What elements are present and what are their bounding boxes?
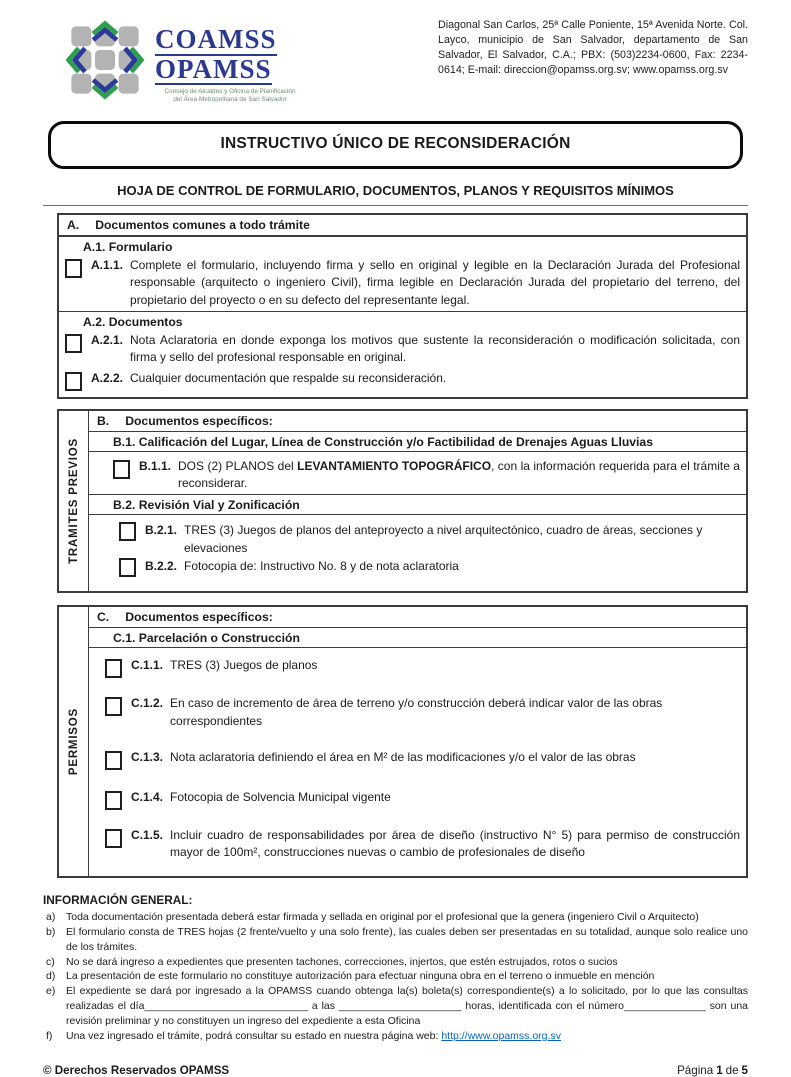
page-indicator-connector: de — [725, 1063, 739, 1077]
info-item-e — [43, 984, 748, 1029]
info-item-f-text — [66, 1029, 748, 1044]
page-subtitle: HOJA DE CONTROL DE FORMULARIO, DOCUMENTOS, PLANOS Y REQUISITOS MÍNIMOS — [117, 182, 674, 198]
item-a11-row — [59, 256, 746, 311]
section-c-letter: C. — [97, 610, 110, 625]
item-b11-text-post: , con la información requerida para el trámite a reconsiderar. — [178, 458, 740, 491]
item-b11-row — [89, 452, 746, 495]
section-c-box — [57, 605, 748, 878]
info-item-a — [43, 910, 748, 925]
checkbox-c-1-5[interactable] — [105, 829, 122, 848]
item-a21-row — [59, 331, 746, 369]
header — [43, 16, 748, 105]
brand-tagline-line2: del Área Metropolitana de San Salvador — [173, 96, 287, 104]
info-item-f-label: f) — [46, 1030, 53, 1043]
info-item-e-text: El expediente se dará por ingresado a la OPAMSS cuando obtenga la(s) boleta(s) correspondiente(s) a lo solicitado, por lo que las consultas realizadas el día____________________________ a las _____________________ horas, identificada con el número______________ son una revisión preliminar y no constituyen un ingreso del expediente a esta Oficina — [66, 985, 748, 1028]
item-b22-row — [89, 557, 746, 591]
item-c14-number: C.1.4. — [131, 790, 164, 805]
section-b-title: Documentos específicos: — [125, 413, 273, 428]
item-a22-number: A.2.2. — [91, 370, 124, 385]
page-indicator-number: 1 — [716, 1063, 723, 1077]
checkbox-c-1-3[interactable] — [105, 751, 122, 770]
item-c13-text: Nota aclaratoria definiendo el área en M² de las modificaciones y/o el valor de las obras — [170, 750, 636, 765]
checkbox-b-1-1[interactable] — [113, 460, 130, 479]
item-b11-text-pre: DOS (2) PLANOS del — [178, 458, 298, 473]
info-item-d-text: La presentación de este formulario no constituye autorización para efectuar ninguna obra en el terreno o inmueble en mención — [66, 970, 655, 983]
section-b-letter: B. — [97, 413, 110, 428]
info-item-f-text-body: Una vez ingresado el trámite, podrá consultar su estado en nuestra página web: — [66, 1030, 442, 1043]
brand-names — [155, 26, 305, 105]
info-general-section — [43, 893, 748, 1044]
item-b11-text — [178, 458, 740, 493]
item-c14-text: Fotocopia de Solvencia Municipal vigente — [170, 790, 391, 805]
subsection-c1-heading: C.1. Parcelación o Construcción — [89, 628, 746, 648]
brand-tagline-line1: Consejo de Alcaldes y Oficina de Planificación — [164, 88, 296, 96]
item-b21-text: TRES (3) Juegos de planos del anteproyecto a nivel arquitectónico, cuadro de áreas, secciones y elevaciones — [184, 523, 703, 555]
item-c13-row — [89, 748, 746, 772]
info-item-f — [43, 1029, 748, 1044]
page-title: INSTRUCTIVO ÚNICO DE RECONSIDERACIÓN — [220, 134, 571, 152]
info-item-a-text: Toda documentación presentada deberá estar firmada y sellada en original por el profesional que la genera (ingeniero Civil o Arquitecto) — [66, 910, 699, 923]
item-b22-text: Fotocopia de: Instructivo No. 8 y de nota aclaratoria — [184, 559, 459, 574]
section-a-letter: A. — [67, 217, 80, 232]
checkbox-c-1-2[interactable] — [105, 697, 122, 716]
subsection-b1-heading: B.1. Calificación del Lugar, Línea de Construcción y/o Factibilidad de Drenajes Aguas Lluvias — [89, 432, 746, 452]
page-indicator-total: 5 — [741, 1063, 748, 1077]
section-c-sidebar — [59, 607, 89, 876]
opamss-website-link[interactable]: http://www.opamss.org.sv — [441, 1030, 561, 1043]
item-a22-row — [59, 369, 746, 397]
item-a21-number: A.2.1. — [91, 332, 124, 347]
brand-tagline — [155, 88, 305, 105]
checkbox-b-2-1[interactable] — [119, 522, 136, 541]
info-item-a-label: a) — [46, 910, 56, 923]
info-item-c-text: No se dará ingreso a expedientes que presenten tachones, correcciones, injertos, que estén estrujados, rotos o sucios — [66, 955, 618, 968]
item-c11-number: C.1.1. — [131, 658, 164, 673]
info-item-c-label: c) — [46, 955, 55, 968]
section-a-header — [59, 215, 746, 237]
checkbox-b-2-2[interactable] — [119, 558, 136, 577]
info-item-c — [43, 955, 748, 970]
info-general-heading: INFORMACIÓN GENERAL: — [43, 892, 193, 907]
section-b-box — [57, 409, 748, 594]
page-indicator — [674, 1064, 748, 1077]
item-c14-row — [89, 788, 746, 812]
title-banner — [48, 121, 743, 169]
info-item-d-label: d) — [46, 970, 56, 983]
info-item-b-text: El formulario consta de TRES hojas (2 frente/vuelto y una solo frente), las cuales deben ser presentadas en su totalidad, aunque solo realice uno de los trámites. — [66, 925, 748, 953]
item-a11-number: A.1.1. — [91, 257, 124, 272]
subsection-a1-heading: A.1. Formulario — [83, 239, 173, 254]
coamss-grid-logo-icon — [65, 20, 145, 100]
info-item-b-label: b) — [46, 925, 56, 938]
item-a11-text: Complete el formulario, incluyendo firma y sello en original y legible en la Declaración Jurada del Profesional responsable (arquitecto o ingeniero Civil), firma legible en Declaración Jurada del propietario del terreno, del propietario del proyecto o en su defecto del representante legal. — [130, 257, 740, 307]
section-c-title: Documentos específicos: — [125, 610, 273, 625]
coamss-opamss-logo — [65, 20, 305, 105]
checkbox-a-1-1[interactable] — [65, 259, 82, 278]
item-a21-text: Nota Aclaratoria en donde exponga los motivos que sustente la reconsideración o modificación solicitada, con firma y sello del profesional responsable en original. — [130, 332, 740, 365]
item-a22-text: Cualquier documentación que respalde su reconsideración. — [130, 370, 447, 385]
subsection-b2-heading: B.2. Revisión Vial y Zonificación — [89, 495, 746, 515]
item-c11-text: TRES (3) Juegos de planos — [170, 658, 318, 673]
item-b21-row — [89, 515, 746, 557]
item-b22-number: B.2.2. — [145, 559, 178, 574]
section-c-header — [89, 607, 746, 628]
item-c13-number: C.1.3. — [131, 750, 164, 765]
item-c15-text: Incluir cuadro de responsabilidades por área de diseño (instructivo N° 5) para permiso de construcción mayor de 100m², construcciones nuevas o cambio de profesionales de diseño — [170, 828, 740, 860]
permisos-label: PERMISOS — [67, 707, 80, 776]
tramites-previos-label: TRAMITES PREVIOS — [67, 438, 80, 564]
subtitle-rule — [43, 183, 748, 206]
section-b-sidebar — [59, 411, 89, 592]
info-item-d — [43, 969, 748, 984]
item-b11-text-bold: LEVANTAMIENTO TOPOGRÁFICO — [297, 458, 492, 473]
section-a-title: Documentos comunes a todo trámite — [95, 217, 310, 232]
item-c11-row — [89, 656, 746, 680]
section-a-box — [57, 213, 748, 399]
brand-name-coamss: COAMSS — [155, 24, 277, 54]
item-c12-text: En caso de incremento de área de terreno y/o construcción deberá indicar valor de las obras correspondientes — [170, 696, 663, 728]
info-item-e-label: e) — [46, 985, 56, 998]
item-b21-number: B.2.1. — [145, 523, 178, 538]
page-indicator-prefix: Página — [677, 1063, 714, 1077]
checkbox-a-2-1[interactable] — [65, 334, 82, 353]
copyright-notice: © Derechos Reservados OPAMSS — [43, 1063, 230, 1077]
org-address: Diagonal San Carlos, 25ª Calle Poniente, 15ª Avenida Norte. Col. Layco, municipio de San Salvador, departamento de San Salvador, El Salvador, C.A.; PBX: (503)2234-0600, Fax: 2234-0614; E-mail: direccion@opamss.org.sv; www.opamss.org.sv — [438, 19, 748, 76]
item-c15-row — [89, 826, 746, 864]
section-b-header — [89, 411, 746, 432]
checkbox-c-1-4[interactable] — [105, 791, 122, 810]
section-b-content — [89, 411, 746, 592]
item-c15-number: C.1.5. — [131, 828, 164, 843]
section-c-content — [89, 607, 746, 876]
checkbox-c-1-1[interactable] — [105, 659, 122, 678]
item-b11-number: B.1.1. — [139, 458, 172, 473]
subsection-a2-heading: A.2. Documentos — [83, 314, 183, 329]
info-item-b — [43, 925, 748, 955]
checkbox-a-2-2[interactable] — [65, 372, 82, 391]
item-c12-number: C.1.2. — [131, 696, 164, 711]
brand-name-opamss: OPAMSS — [155, 53, 272, 84]
page-footer — [43, 1064, 748, 1077]
item-c12-row — [89, 694, 746, 732]
